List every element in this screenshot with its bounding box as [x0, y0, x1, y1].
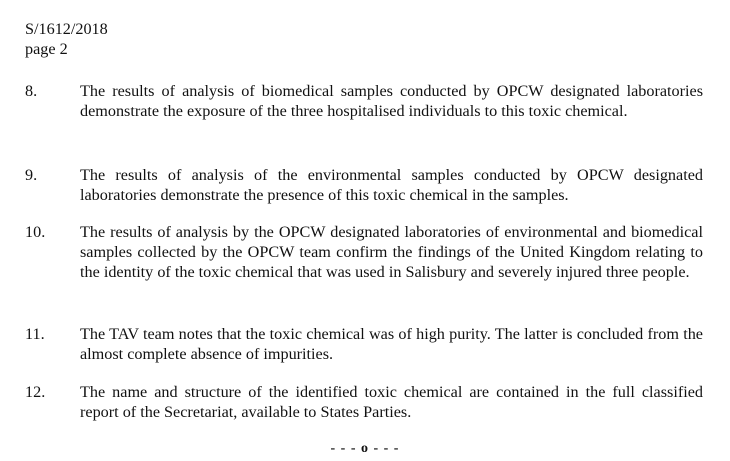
document-header [25, 19, 108, 59]
paragraph-number: 10. [25, 223, 46, 241]
page-number: page 2 [25, 40, 68, 58]
document-number: S/1612/2018 [25, 20, 108, 38]
paragraph-number: 9. [25, 166, 38, 184]
paragraph-text: The results of analysis by the OPCW designated laboratories of environmental and biomedical samples collected by the OPCW team confirm the findings of the United Kingdom relating to the identity of the toxic chemical that was used in Salisbury and severely injured three people. [80, 223, 703, 282]
paragraph-number: 8. [25, 82, 38, 100]
paragraph-text: The name and structure of the identified toxic chemical are contained in the full classified report of the Secretariat, available to States Parties. [80, 383, 703, 422]
paragraph-number: 11. [25, 325, 45, 343]
paragraph-text: The TAV team notes that the toxic chemical was of high purity. The latter is concluded from the almost complete absence of impurities. [80, 325, 703, 364]
paragraph-text: The results of analysis of the environmental samples conducted by OPCW designated laboratories demonstrate the presence of this toxic chemical in the samples. [80, 166, 703, 205]
end-of-document-mark: - - - o - - - [330, 441, 400, 456]
paragraph-number: 12. [25, 383, 46, 401]
paragraph-text: The results of analysis of biomedical samples conducted by OPCW designated laboratories demonstrate the exposure of the three hospitalised individuals to this toxic chemical. [80, 82, 703, 121]
